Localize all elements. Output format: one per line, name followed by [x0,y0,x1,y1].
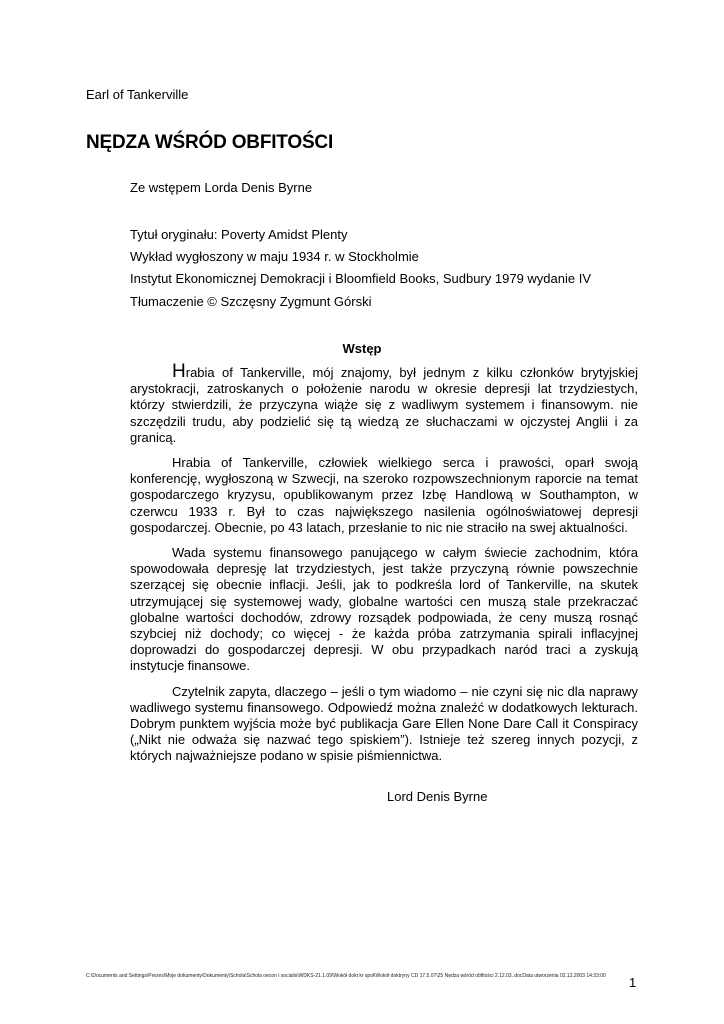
author-line: Earl of Tankerville [86,87,189,102]
intro-paragraph-4: Czytelnik zapyta, dlaczego – jeśli o tym wiadomo – nie czyni się nic dla naprawy wadliwego systemu finansowego. Odpowiedź można znaleźć w dodatkowych lekturach. Dobrym punktem wyjścia może być publikacja Gare Ellen None Dare Call it Conspiracy („Nikt nie odważa się nazwać tego spiskiem”). Istnieje też szereg innych pozycji, z których najważniejsze podano w spisie piśmiennictwa. [130,683,638,764]
signature: Lord Denis Byrne [387,789,488,804]
footer-file-path: C:\Documents and Settings\Prezes\Moje dokumenty\Dokumenty\Schola\Schola oecon i socialis\WDKS-21.1.09\Wokół dokt kr społ\Wokół doktryny CD 17.5.07\25 Nędza wśród obfitości 2.12.03..docData utworzenia 02.12.2003 14:33:00 [86,973,606,979]
intro-paragraph-2: Hrabia of Tankerville, człowiek wielkiego serca i prawości, oparł swoją konferencję, wygłoszoną w Szwecji, na szeroko rozpowszechnionym raporcie na temat gospodarczego kryzysu, opublikowanym przez Izbę Handlową w Southampton, w czerwcu 1933 r. Był to czas największego nasilenia ogólnoświatowej depresji gospodarczej. Obecnie, po 43 latach, przesłanie to nic nie straciło na swej aktualności. [130,455,638,535]
intro-paragraph-1 [130,361,638,446]
lecture-line: Wykład wygłoszony w maju 1934 r. w Stockholmie [130,249,419,264]
intro-paragraph-3: Wada systemu finansowego panującego w całym świecie zachodnim, która spowodowała depresję lat trzydziestych, jest także przyczyną równie powszechnie szerzącej się obecnie inflacji. Jeśli, jak to podkreśla lord of Tankerville, na skutek utrzymującej się systemowej wady, globalne wartości cen muszą stale przekraczać globalne wartości dochodów, zdrowy rozsądek podpowiada, że ceny muszą rosnąć szybciej niż dochody; co więcej - że każda próba zatrzymania spirali inflacyjnej doprowadzi do gospodarczej depresji. W obu przypadkach naród traci a zyskują instytucje finansowe. [130,545,638,674]
page-number: 1 [629,975,637,990]
document-title: NĘDZA WŚRÓD OBFITOŚCI [86,132,334,153]
publisher-line: Instytut Ekonomicznej Demokracji i Bloomfield Books, Sudbury 1979 wydanie IV [130,271,591,286]
drop-cap: H [172,361,186,382]
intro-heading: Wstęp [342,341,382,356]
intro-paragraph-1-text: rabia of Tankerville, mój znajomy, był jednym z kilku członków brytyjskiej arystokracji, zatroskanych o położenie narodu w okresie depresji lat trzydziestych, którzy stwierdzili, że przyczyna wiąże się z wadliwym systemem i finansowym. nie szczędzili trudu, aby podzielić się tą wiedzą ze słuchaczami w ojczystej Anglii i za granicą. [130,365,638,445]
intro-body [130,361,638,774]
foreword-line: Ze wstępem Lorda Denis Byrne [130,180,313,195]
translation-line: Tłumaczenie © Szczęsny Zygmunt Górski [130,294,372,309]
original-title-line: Tytuł oryginału: Poverty Amidst Plenty [130,227,348,242]
